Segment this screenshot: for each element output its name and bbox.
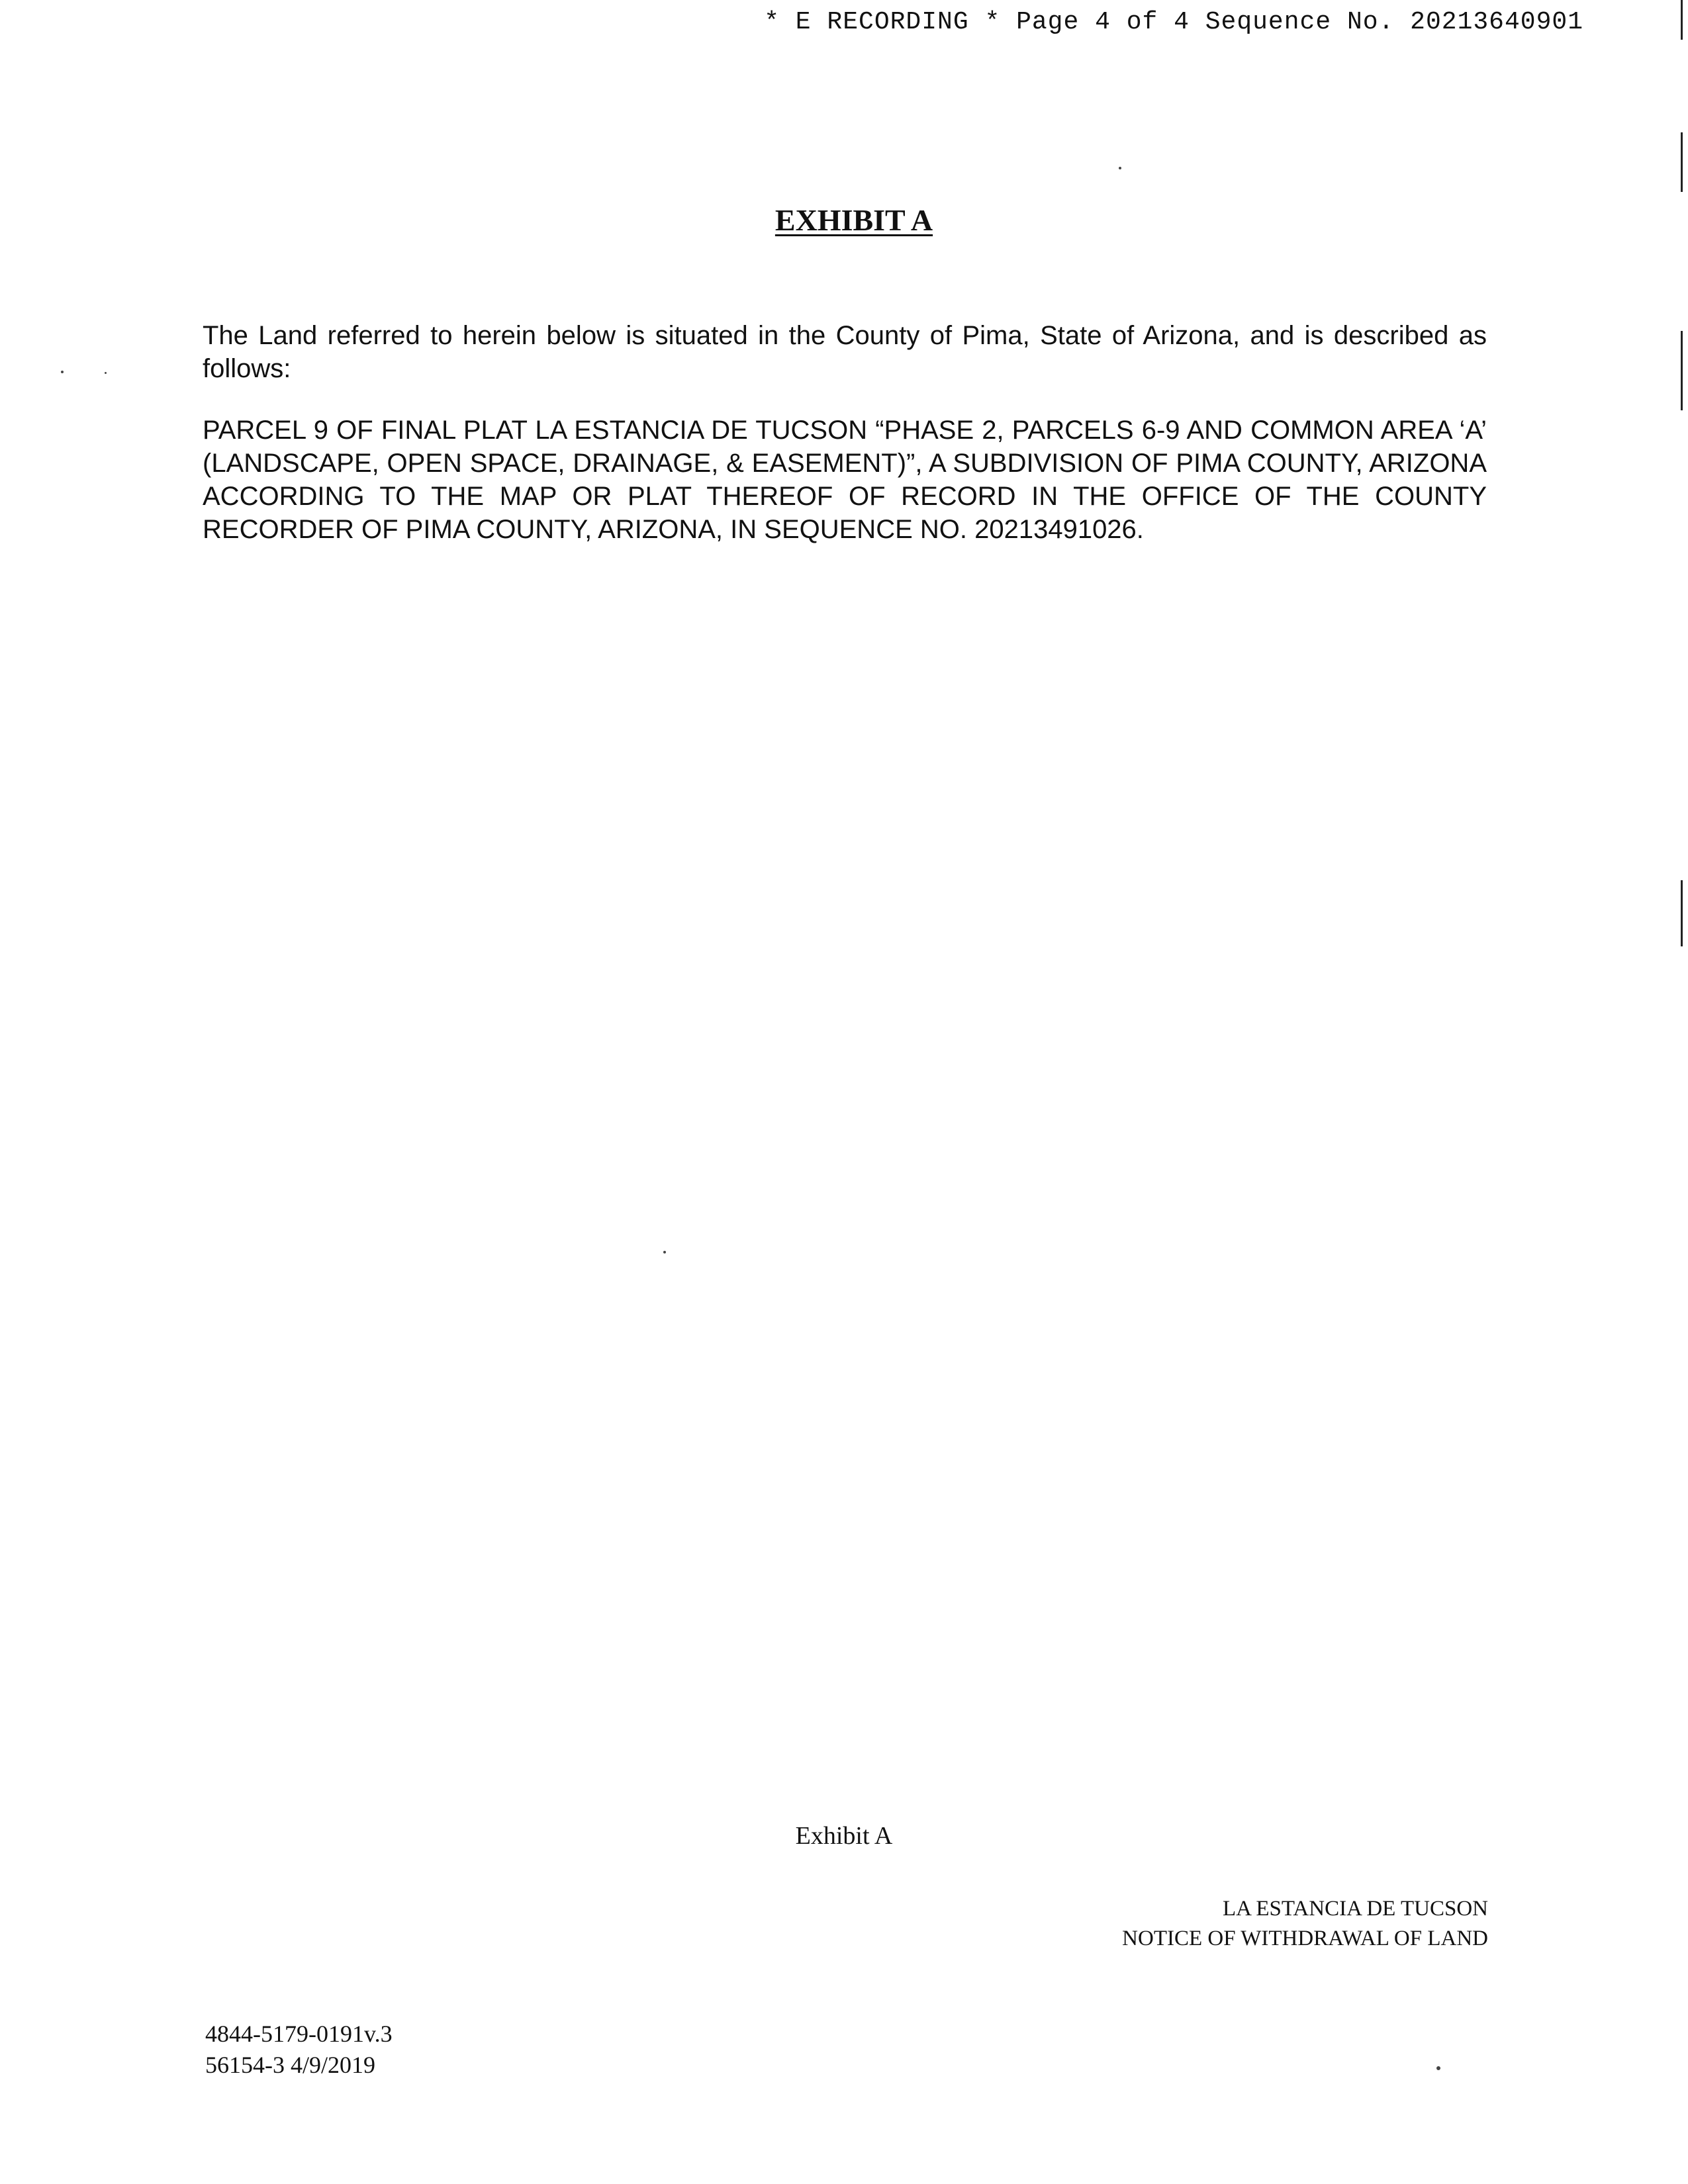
- exhibit-title: [0, 203, 1688, 238]
- intro-paragraph: The Land referred to herein below is situated in the County of Pima, State of Arizona, and is described as follows:: [203, 321, 1487, 383]
- project-name: LA ESTANCIA DE TUCSON: [1222, 1897, 1488, 1921]
- scan-edge-mark: [1681, 880, 1683, 946]
- scan-edge-mark: [1681, 0, 1683, 40]
- document-identifiers: [205, 2019, 393, 2081]
- footer-document-title: [1122, 1894, 1488, 1954]
- file-reference: 56154-3 4/9/2019: [205, 2052, 375, 2078]
- scan-speck: [663, 1251, 666, 1253]
- scan-speck: [105, 372, 107, 374]
- scan-speck: [1436, 2066, 1440, 2070]
- scan-edge-mark: [1681, 331, 1683, 410]
- doc-number: 4844-5179-0191v.3: [205, 2021, 393, 2047]
- document-name: NOTICE OF WITHDRAWAL OF LAND: [1122, 1927, 1488, 1950]
- exhibit-title-text: EXHIBIT A: [774, 203, 933, 237]
- recording-stamp: * E RECORDING * Page 4 of 4 Sequence No. 20213640901: [764, 8, 1583, 36]
- scan-edge-mark: [1681, 132, 1683, 192]
- scan-speck: [61, 371, 64, 373]
- legal-description: PARCEL 9 OF FINAL PLAT LA ESTANCIA DE TUCSON “PHASE 2, PARCELS 6-9 AND COMMON AREA ‘A’ (LANDSCAPE, OPEN SPACE, DRAINAGE, & EASEMENT)”, A SUBDIVISION OF PIMA COUNTY, ARIZONA ACCORDING TO THE MAP OR PLAT THEREOF OF RECORD IN THE OFFICE OF THE COUNTY RECORDER OF PIMA COUNTY, ARIZONA, IN SEQUENCE NO. 20213491026.: [203, 416, 1487, 544]
- scan-speck: [1119, 167, 1121, 169]
- footer-exhibit-label: Exhibit A: [795, 1822, 893, 1850]
